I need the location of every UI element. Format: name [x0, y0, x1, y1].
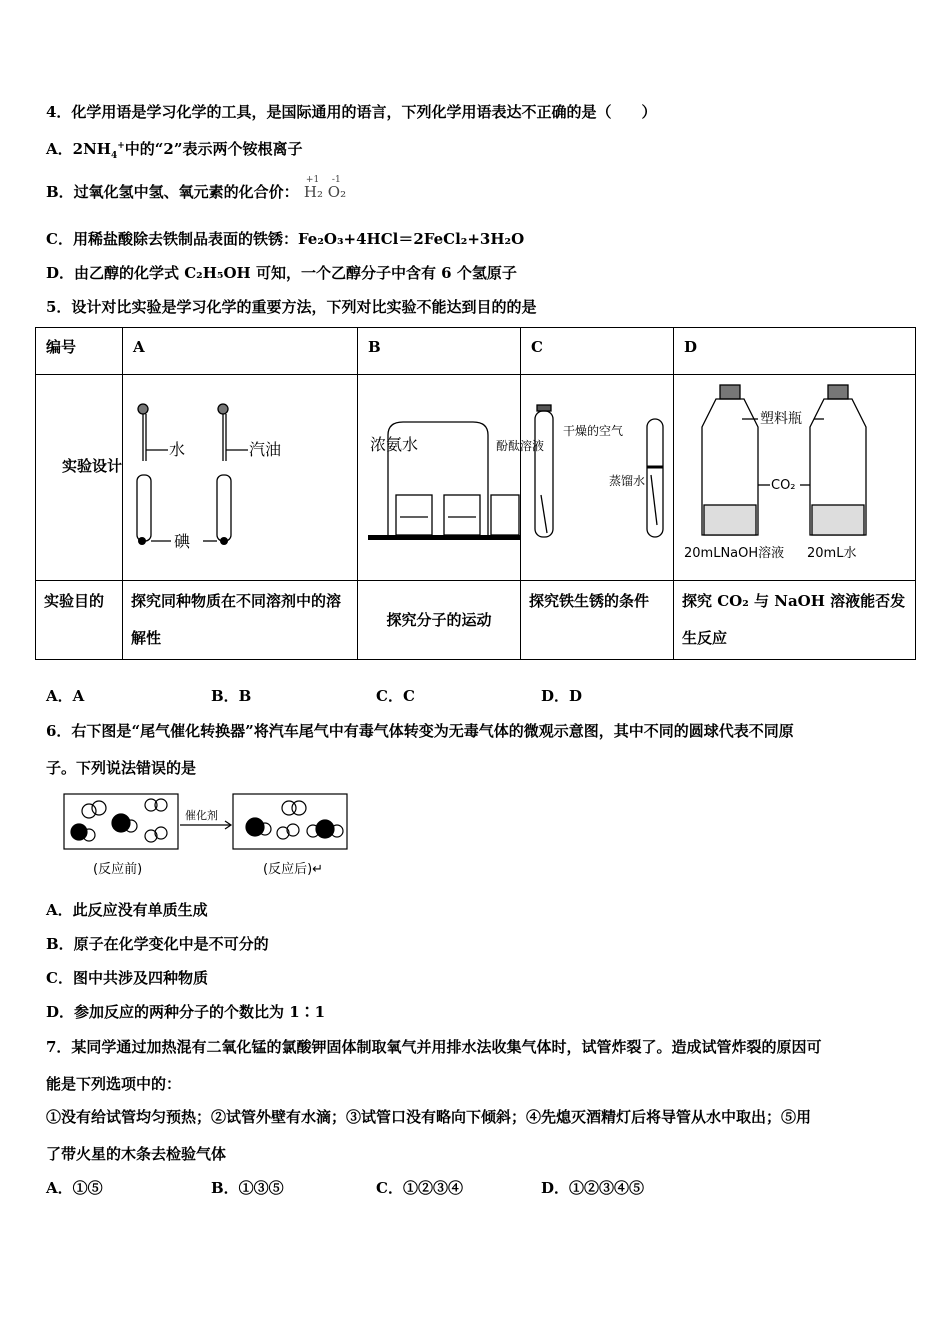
figure-a-cell [123, 375, 358, 581]
label-bottle: 塑料瓶 [760, 411, 802, 427]
q7-stem-line2: 能是下列选项中的： [46, 1075, 182, 1093]
q6-reaction-figure [63, 793, 363, 883]
q4-option-d: D．由乙醇的化学式 C₂H₅OH 可知，一个乙醇分子中含有 6 个氢原子 [46, 264, 517, 282]
o-valence: -1 [331, 175, 341, 185]
q7-option-d: D．①②③④⑤ [541, 1179, 645, 1197]
q7-stem-line1: 7．某同学通过加热混有二氧化锰的氯酸钾固体制取氧气并用排水法收集气体时，试管炸裂了。造成试管炸裂的原因可 [46, 1038, 822, 1056]
q7-option-c: C．①②③④ [376, 1179, 463, 1197]
q7-statements-line2: 了带火星的木条去检验气体 [46, 1145, 227, 1163]
purpose-d: 探究 CO₂ 与 NaOH 溶液能否发生反应 [674, 581, 916, 660]
q7-option-a: A．①⑤ [46, 1179, 103, 1197]
design-label: 实验设计 [62, 457, 123, 475]
q5-option-a: A．A [46, 687, 85, 705]
q5-table [35, 327, 916, 660]
label-co2: CO₂ [771, 478, 796, 493]
q4-option-b: B．过氧化氢中氢、氧元素的化合价： +1 -1 H₂ O₂ [46, 182, 346, 202]
label-water-d: 20mL水 [807, 546, 857, 561]
figure-c [521, 375, 674, 595]
header-b: B [358, 328, 521, 375]
q5-option-d: D．D [541, 687, 583, 705]
q4-option-a: A．$2NH_4^+$中的“2”表示两个铵根离子 [46, 140, 303, 161]
label-distilled: 蒸馏水 [609, 474, 646, 488]
header-label: 编号 [36, 328, 123, 375]
q4-option-c: C．用稀盐酸除去铁制品表面的铁锈：Fe₂O₃+4HCl＝2FeCl₂+3H₂O [46, 230, 525, 248]
h2o2-formula: H₂ O₂ [303, 183, 347, 201]
q6-option-d: D．参加反应的两种分子的个数比为 1∶1 [46, 1003, 326, 1021]
figure-b [358, 375, 545, 595]
header-c: C [521, 328, 674, 375]
after-label: (反应后)↵ [263, 862, 324, 877]
q5-option-c: C．C [376, 687, 415, 705]
q6-option-a: A．此反应没有单质生成 [46, 901, 208, 919]
purpose-label: 实验目的 [36, 581, 123, 660]
figure-d [674, 375, 916, 595]
label-phenol: 酚酞溶液 [496, 439, 545, 453]
q5-stem: 5．设计对比实验是学习化学的重要方法，下列对比实验不能达到目的的是 [46, 298, 537, 316]
figure-d-cell [674, 375, 916, 581]
figure-b-cell [358, 375, 545, 581]
label-water: 水 [169, 440, 186, 459]
purpose-a: 探究同种物质在不同溶剂中的溶解性 [123, 581, 358, 660]
q5-header-row [36, 328, 916, 375]
label-dry-air: 干燥的空气 [563, 424, 624, 438]
before-label: (反应前) [93, 862, 143, 877]
label-iodine: 碘 [174, 532, 191, 551]
label-ammonia: 浓氨水 [370, 435, 419, 454]
label-naoh: 20mLNaOH溶液 [684, 546, 785, 561]
q6-option-c: C．图中共涉及四种物质 [46, 969, 208, 987]
q5-design-row [36, 375, 916, 581]
purpose-b: 探究分子的运动 [358, 581, 521, 660]
q4-stem: 4．化学用语是学习化学的工具，是国际通用的语言，下列化学用语表达不正确的是（ ） [46, 103, 657, 121]
h-valence: +1 [305, 175, 320, 185]
q6-stem-line1: 6．右下图是“尾气催化转换器”将汽车尾气中有毒气体转变为无毒气体的微观示意图，其中不同的圆球代表不同原 [46, 722, 794, 740]
design-label-cell [36, 375, 123, 581]
purpose-c: 探究铁生锈的条件 [521, 581, 674, 660]
label-gasoline: 汽油 [249, 440, 282, 459]
header-d: D [674, 328, 916, 375]
q6-stem-line2: 子。下列说法错误的是 [46, 759, 197, 777]
q7-statements-line1: ①没有给试管均匀预热；②试管外壁有水滴；③试管口没有略向下倾斜；④先熄灭酒精灯后将导管从水中取出；⑤用 [46, 1108, 812, 1126]
figure-a [123, 375, 358, 595]
q6-option-b: B．原子在化学变化中是不可分的 [46, 935, 269, 953]
q5-options [46, 686, 706, 706]
figure-c-cell [521, 375, 674, 581]
q5-option-b: B．B [211, 687, 252, 705]
q7-option-b: B．①③⑤ [211, 1179, 284, 1197]
header-a: A [123, 328, 358, 375]
catalyst-label: 催化剂 [185, 809, 218, 822]
q7-options [46, 1178, 706, 1198]
